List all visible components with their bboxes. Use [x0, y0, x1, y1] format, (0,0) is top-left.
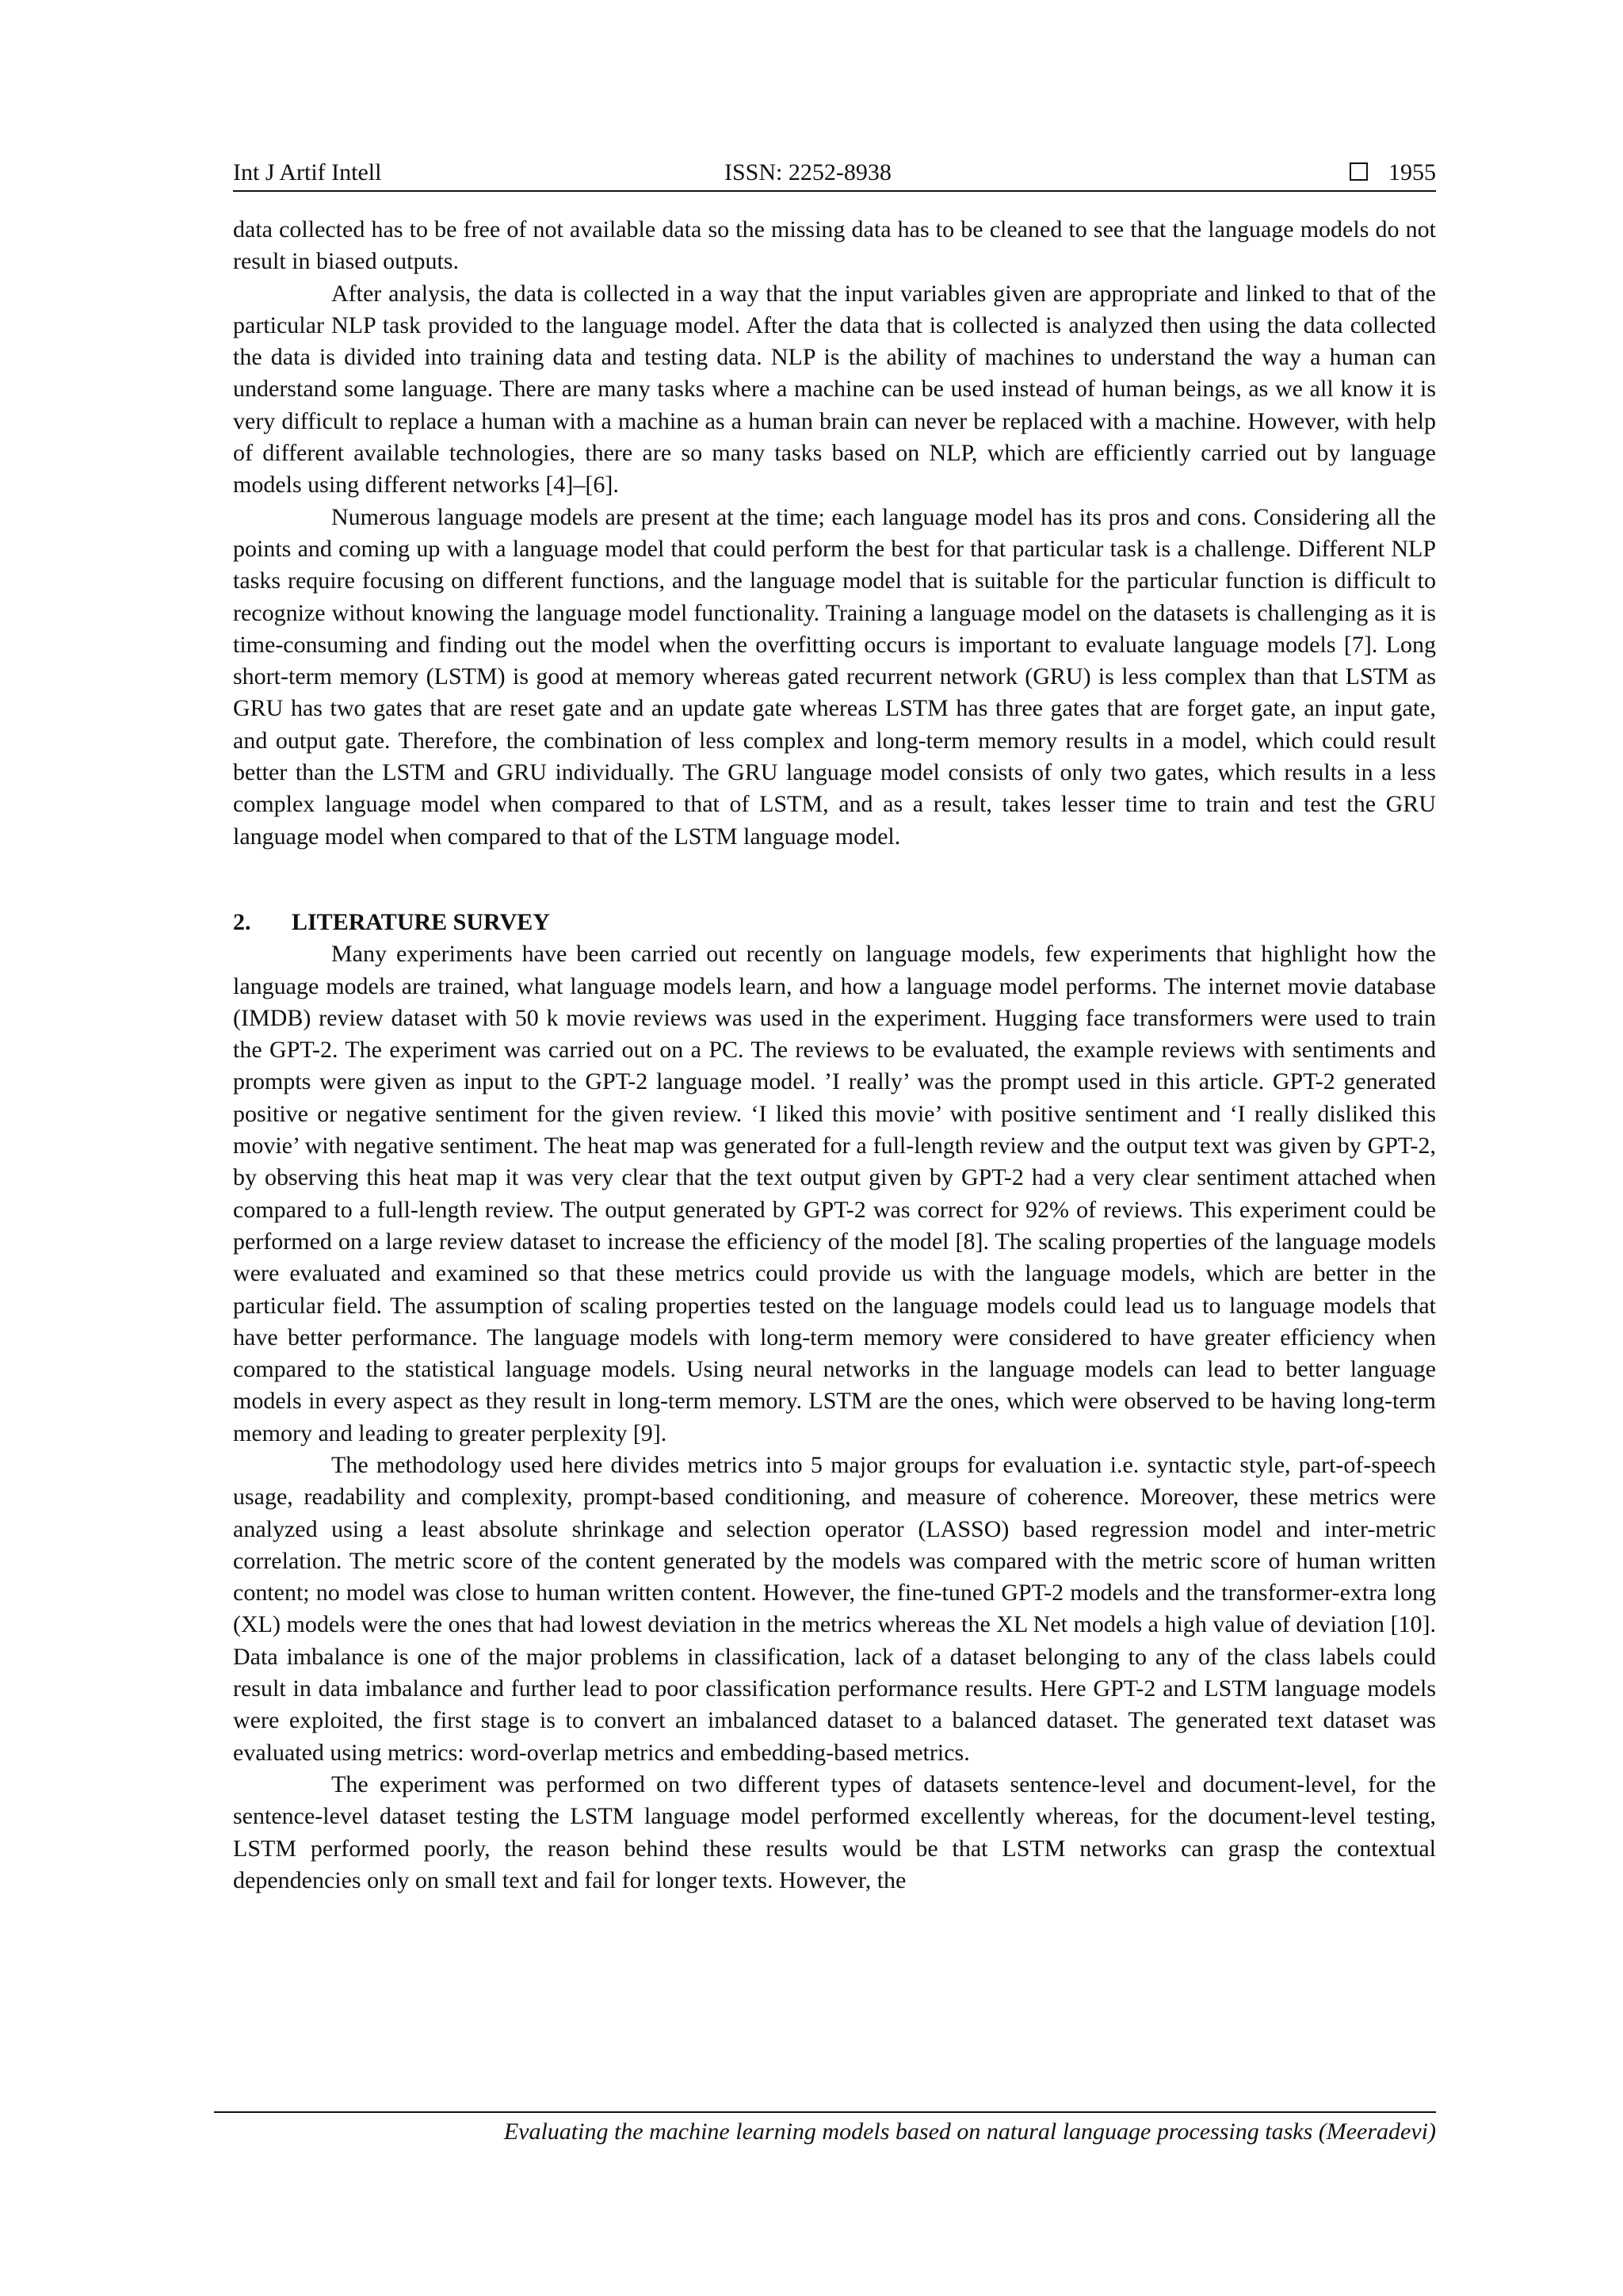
journal-name: Int J Artif Intell [233, 159, 382, 185]
footer-rule [214, 2111, 1436, 2113]
running-footer: Evaluating the machine learning models based on natural language processing tasks (Meeradevi) [503, 2118, 1436, 2145]
section-number: 2. [233, 908, 251, 935]
paragraph: The methodology used here divides metrics into 5 major groups for evaluation i.e. syntactic style, part-of-speech usage, readability and complexity, prompt-based conditioning, and measure of coherence. Moreover, these metrics were analyzed using a least absolute shrinkage and selection operator (LASSO) based regression model and inter-metric correlation. The metric score of the content generated by the models was compared with the metric score of human written content; no model was close to human written content. However, the fine-tuned GPT-2 models and the transformer-extra long (XL) models were the ones that had lowest deviation in the metrics whereas the XL Net models a high value of deviation [10]. Data imbalance is one of the major problems in classification, lack of a dataset belonging to any of the class labels could result in data imbalance and further lead to poor classification performance results. Here GPT-2 and LSTM language models were exploited, the first stage is to convert an imbalanced dataset to a balanced dataset. The generated text dataset was evaluated using metrics: word-overlap metrics and embedding-based metrics. [233, 1451, 1436, 1766]
body-text [233, 214, 1436, 1897]
paragraph: Numerous language models are present at the time; each language model has its pros and cons. Considering all the points and coming up with a language model that could perform the best for that particular task is a challenge. Different NLP tasks require focusing on different functions, and the language model that is suitable for the particular function is difficult to recognize without knowing the language model functionality. Training a language model on the datasets is challenging as it is time-consuming and finding out the model when the overfitting occurs is important to evaluate language models [7]. Long short-term memory (LSTM) is good at memory whereas gated recurrent network (GRU) is less complex than that LSTM as GRU has two gates that are reset gate and an update gate whereas LSTM has three gates that are forget gate, an input gate, and output gate. Therefore, the combination of less complex and long-term memory results in a model, which could result better than the LSTM and GRU individually. The GRU language model consists of only two gates, which results in a less complex language model when compared to that of LSTM, and as a result, takes lesser time to train and test the GRU language model when compared to that of the LSTM language model. [233, 503, 1436, 850]
page-number: 1955 [1388, 159, 1436, 185]
section-heading [233, 907, 1436, 938]
header-rule [233, 190, 1436, 192]
paragraph: After analysis, the data is collected in a way that the input variables given are appropriate and linked to that of the particular NLP task provided to the language model. After the data that is collected is analyzed then using the data collected the data is divided into training data and testing data. NLP is the ability of machines to understand the way a human can understand some language. There are many tasks where a machine can be used instead of human beings, as we all know it is very difficult to replace a human with a machine as a human brain can never be replaced with a machine. However, with help of different available technologies, there are so many tasks based on NLP, which are efficiently carried out by language models using different networks [4]–[6]. [233, 280, 1436, 499]
paragraph: data collected has to be free of not available data so the missing data has to be cleaned to see that the language models do not result in biased outputs. [233, 216, 1436, 275]
paragraph: Many experiments have been carried out recently on language models, few experiments that highlight how the language models are trained, what language models learn, and how a language model performs. The internet movie database (IMDB) review dataset with 50 k movie reviews was used in the experiment. Hugging face transformers were used to train the GPT-2. The experiment was carried out on a PC. The reviews to be evaluated, the example reviews with sentiments and prompts were given as input to the GPT-2 language model. ’I really’ was the prompt used in this article. GPT-2 generated positive or negative sentiment for the given review. ‘I liked this movie’ with positive sentiment and ‘I really disliked this movie’ with negative sentiment. The heat map was generated for a full-length review and the output text was given by GPT-2, by observing this heat map it was very clear that the text output given by GPT-2 had a very clear sentiment attached when compared to a full-length review. The output generated by GPT-2 was correct for 92% of reviews. This experiment could be performed on a large review dataset to increase the efficiency of the model [8]. The scaling properties of the language models were evaluated and examined so that these metrics could provide us with the language models, which are better in the particular field. The assumption of scaling properties tested on the language models could lead us to language models that have better performance. The language models with long-term memory were considered to have greater efficiency when compared to the statistical language models. Using neural networks in the language models can lead to better language models in every aspect as they result in long-term memory. LSTM are the ones, which were observed to be having long-term memory and leading to greater perplexity [9]. [233, 941, 1436, 1446]
paragraph: The experiment was performed on two different types of datasets sentence-level and document-level, for the sentence-level dataset testing the LSTM language model performed excellently whereas, for the document-level testing, LSTM performed poorly, the reason behind these results would be that LSTM networks can grasp the contextual dependencies only on small text and fail for longer texts. However, the [233, 1771, 1436, 1893]
section-title: LITERATURE SURVEY [292, 908, 550, 935]
page-header [233, 155, 1436, 190]
square-box-icon [1350, 162, 1368, 181]
issn-label: ISSN: 2252-8938 [724, 159, 892, 185]
